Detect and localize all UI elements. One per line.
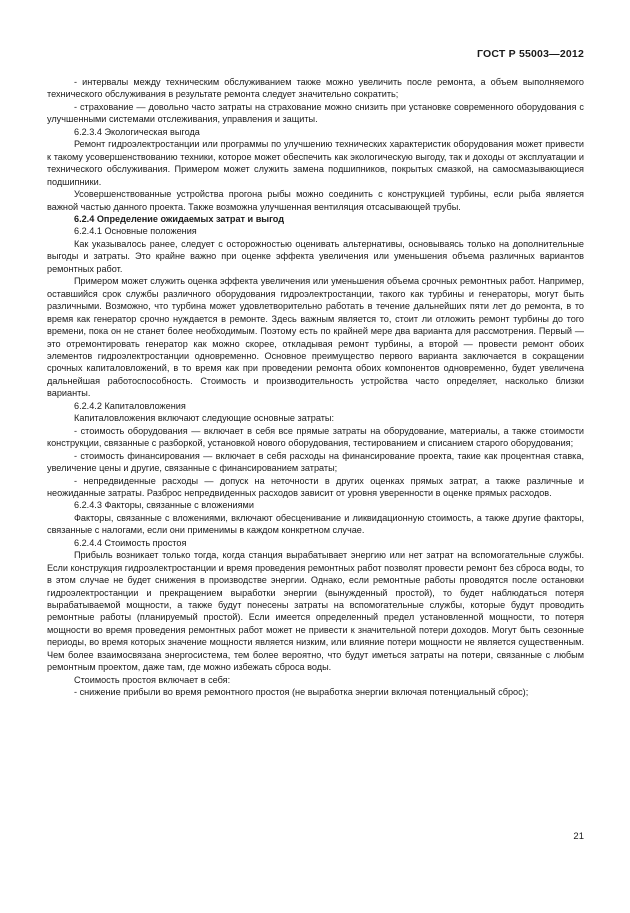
paragraph-investment-factors: Факторы, связанные с вложениями, включают обесценивание и ликвидационную стоимость, а также другие факторы, связанные с налогами, если они применимы в каждом конкретном случае. bbox=[47, 512, 584, 536]
paragraph-alternatives: Как указывалось ранее, следует с осторожностью оценивать альтернативы, основываясь только на дополнительные выгоды и затраты. Это крайне важно при оценке эффекта увеличения или уменьшения объема различных вариантов ремонтных работ. bbox=[47, 238, 584, 274]
paragraph-downtime-profit: Прибыль возникает только тогда, когда станция вырабатывает энергию или нет затрат на вспомогательные службы. Если конструкция гидроэлектростанции и время проведения ремонтных работ позволят провести ремонт без сброса воды, то в этом случае не будет снижения в производстве энергии. Однако, если ремонтные работы проводятся после остановки гидроэлектростанции и прекращением выработки энергии (вынужденный простой), то будет наблюдаться потеря вырабатываемой мощности, а также будут понесены затраты на вспомогательные службы, которые будут проводить ремонтные работы (планируемый простой). Если имеется определенный предел установленной мощности, то потеря мощности во время проведения ремонтных работ может не привести к значительной потери доходов. Могут быть сезонные периоды, во время которых значение мощности является низким, или влияние потери мощности не является существенным. Чем более взаимосвязана энергосистема, тем более вероятно, что будут иметься затраты на потери, связанные с любым ремонтным проектом, даже там, где можно избежать сброса воды. bbox=[47, 550, 584, 673]
list-item-insurance: - страхование — довольно часто затраты на страхование можно снизить при установке современного оборудования с улучшенными системами отслеживания, управления и защиты. bbox=[47, 101, 584, 125]
section-heading-6-2-4-3: 6.2.4.3 Факторы, связанные с вложениями bbox=[74, 500, 254, 511]
section-heading-6-2-3-4: 6.2.3.4 Экологическая выгода bbox=[74, 126, 200, 137]
section-heading-6-2-4-2: 6.2.4.2 Капиталовложения bbox=[74, 400, 186, 411]
paragraph-capital-intro: Капиталовложения включают следующие основные затраты: bbox=[74, 413, 334, 424]
paragraph-example-urgent-repair: Примером может служить оценка эффекта увеличения или уменьшения объема срочных ремонтных работ. Например, оставшийся срок службы различного оборудования гидроэлектростанции, такого как турбины и генераторы, могут быть различными. Возможно, что турбина может удовлетворительно работать в течение дальнейших пяти лет до ремонта, в то время как генератор срочно нуждается в ремонте. Здесь важным является то, стоит ли отложить ремонт турбины до того времени, пока он не станет более необходимым. Поэтому есть по крайней мере два варианта для рассмотрения. Первый — это отремонтировать генератор как можно скорее, откладывая ремонт турбины, а второй — провести ремонт обоих элементов гидроэлектростанции одновременно. Основное преимущество первого варианта заключается в сокращении срочных капиталовложений, в то время как при проведении ремонта обоих компонентов одновременно, будет увеличена дальнейшая работоспособность. Стоимость и производительность устройства часто определяет, насколько близки варианты. bbox=[47, 276, 584, 399]
list-item-equipment-cost: - стоимость оборудования — включает в себя все прямые затраты на оборудование, материалы, а также стоимости конструкции, связанные с разборкой, установкой нового оборудования, тестированием и списанием старого оборудования; bbox=[47, 425, 584, 449]
body-text bbox=[47, 76, 584, 699]
section-heading-6-2-4-1: 6.2.4.1 Основные положения bbox=[74, 226, 197, 237]
document-code-header: ГОСТ Р 55003—2012 bbox=[476, 48, 584, 60]
list-item-profit-reduction: - снижение прибыли во время ремонтного простоя (не выработка энергии включая потенциальный сброс); bbox=[74, 687, 529, 698]
page-number: 21 bbox=[573, 831, 584, 842]
paragraph-fish-passage: Усовершенствованные устройства прогона рыбы можно соединить с конструкцией турбины, если рыба является важной частью данного проекта. Также возможна улучшенная вентиляция отсасывающей трубы. bbox=[47, 189, 584, 212]
list-item-financing-cost: - стоимость финансирования — включает в себя расходы на финансирование проекта, такие как процентная ставка, увеличение цены и другие, связанные с финансированием затраты; bbox=[47, 450, 584, 474]
paragraph-ecological-benefit: Ремонт гидроэлектростанции или программы по улучшению технических характеристик оборудования может привести к такому усовершенствованию техники, которое может обеспечить как экологическую выгоду, так и доходы от эксплуатации и технического обслуживания. Примером может служить замена подшипников, покрытых смазкой, на самосмазывающиеся подшипники. bbox=[47, 139, 584, 187]
list-item-maintenance-intervals: - интервалы между техническим обслуживанием также можно увеличить после ремонта, а объем выполняемого технического обслуживания в результате ремонта следует значительно сократить; bbox=[47, 77, 584, 100]
section-heading-6-2-4-4: 6.2.4.4 Стоимость простоя bbox=[74, 537, 187, 548]
paragraph-downtime-includes: Стоимость простоя включает в себя: bbox=[74, 674, 231, 685]
list-item-contingencies: - непредвиденные расходы — допуск на неточности в других оценках прямых затрат, а также различные и неожиданные затраты. Разброс непредвиденных расходов зависит от уровня уверенности в оценке прямых расходов. bbox=[47, 475, 584, 498]
section-heading-6-2-4: 6.2.4 Определение ожидаемых затрат и выгод bbox=[74, 213, 285, 224]
